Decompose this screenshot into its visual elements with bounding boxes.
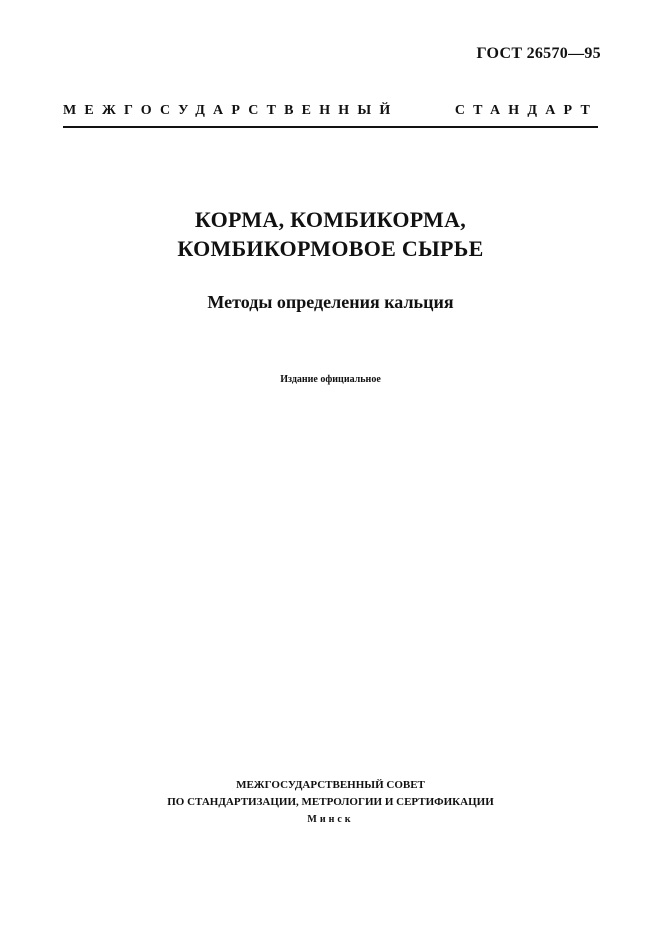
publisher-city: Минск	[307, 814, 354, 825]
publisher-block	[0, 777, 661, 828]
edition-note: Издание официальное	[280, 374, 381, 385]
title-line-1: КОРМА, КОМБИКОРМА,	[194, 207, 467, 232]
title-line-2: КОМБИКОРМОВОЕ СЫРЬЕ	[177, 236, 484, 261]
standard-type-label	[63, 103, 598, 119]
document-code: ГОСТ 26570—95	[476, 45, 601, 62]
publisher-line-1: МЕЖГОСУДАРСТВЕННЫЙ СОВЕТ	[236, 779, 425, 791]
document-title	[0, 205, 661, 263]
publisher-line-2: ПО СТАНДАРТИЗАЦИИ, МЕТРОЛОГИИ И СЕРТИФИКАЦИИ	[167, 796, 494, 808]
standard-type-word-2: СТАНДАРТ	[454, 103, 598, 118]
document-subtitle: Методы определения кальция	[207, 292, 454, 312]
header-divider	[63, 126, 598, 128]
standard-type-word-1: МЕЖГОСУДАРСТВЕННЫЙ	[63, 103, 399, 118]
